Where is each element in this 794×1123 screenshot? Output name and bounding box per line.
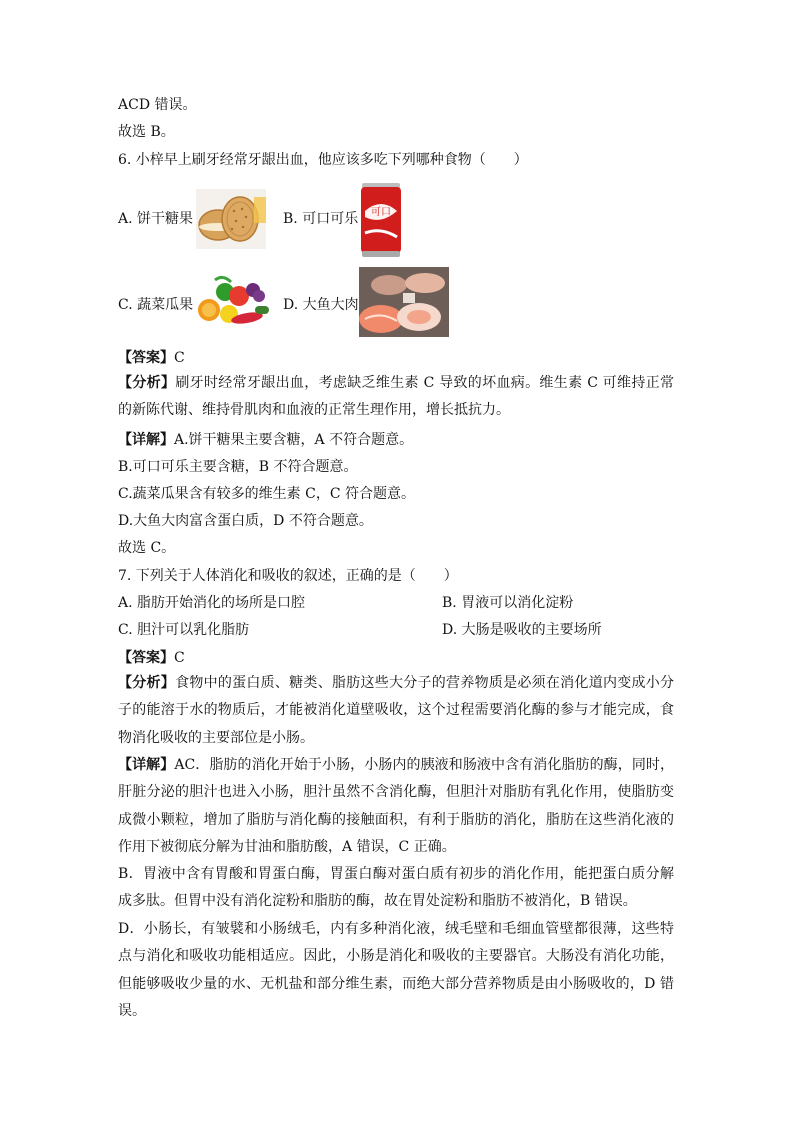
q7-option-a: A. 脂肪开始消化的场所是口腔 xyxy=(118,595,306,611)
analysis-tag: 【分析】 xyxy=(118,675,176,691)
answer-value: C xyxy=(174,350,185,366)
detail-ac-text: AC．脂肪的消化开始于小肠，小肠内的胰液和肠液中含有消化脂肪的酶，同时，肝脏分泌的胆汁也进入小肠，胆汁虽然不含消化酶，但胆汁对脂肪有乳化作用，使脂肪变成微小颗粒，增加了脂肪与消化酶的接触面积，有利于脂肪的消化，脂肪在这些消化液的作用下被彻底分解为甘油和脂肪酸，A 错误，C 正确。 xyxy=(118,757,675,855)
q7-detail-b: B．胃液中含有胃酸和胃蛋白酶，胃蛋白酶对蛋白质有初步的消化作用，能把蛋白质分解成多肽。但胃中没有消化淀粉和脂肪的酶，故在胃处淀粉和脂肪不被消化，B 错误。 xyxy=(118,866,674,910)
answer-tag: 【答案】 xyxy=(118,350,174,366)
q6-detail-c: C.蔬菜瓜果含有较多的维生素 C，C 符合题意。 xyxy=(118,486,415,502)
q6-option-d: D. 大鱼大肉 xyxy=(283,297,359,313)
q6-answer-row xyxy=(118,348,185,368)
analysis-text: 食物中的蛋白质、糖类、脂肪这些大分子的营养物质是必须在消化道内变成小分子的能溶于水的物质后，才能被消化道壁吸收，这个过程需要消化酶的参与才能完成，食物消化吸收的主要部位是小肠。 xyxy=(118,675,675,746)
q6-question: 6. 小梓早上刷牙经常牙龈出血，他应该多吃下列哪种食物（ ） xyxy=(118,152,528,168)
q6-choice: 故选 C。 xyxy=(118,540,176,556)
q6-option-b: B. 可口可乐 xyxy=(283,211,359,227)
q6-detail-b: B.可口可乐主要含糖，B 不符合题意。 xyxy=(118,459,358,475)
answer-tag: 【答案】 xyxy=(118,650,174,666)
q7-detail-ac xyxy=(118,752,674,861)
q6-detail-d: D.大鱼大肉富含蛋白质，D 不符合题意。 xyxy=(118,513,373,529)
q6-analysis xyxy=(118,370,674,425)
q7-option-c: C. 胆汁可以乳化脂肪 xyxy=(118,622,250,638)
q6-option-c: C. 蔬菜瓜果 xyxy=(118,297,194,313)
cookie-sandwich-image xyxy=(196,189,266,249)
q6-option-a: A. 饼干糖果 xyxy=(118,211,194,227)
prev-conclusion: ACD 错误。 xyxy=(118,97,197,113)
q7-option-b: B. 胃液可以消化淀粉 xyxy=(442,595,574,611)
detail-tag: 【详解】 xyxy=(118,432,174,448)
analysis-text: 刷牙时经常牙龈出血，考虑缺乏维生素 C 导致的坏血病。维生素 C 可维持正常的新陈代谢、维持骨肌肉和血液的正常生理作用，增长抵抗力。 xyxy=(118,375,674,419)
svg-text:可口: 可口 xyxy=(371,207,391,218)
q7-answer-row xyxy=(118,648,185,668)
fruits-vegetables-image xyxy=(195,270,271,332)
q7-question: 7. 下列关于人体消化和吸收的叙述，正确的是（ ） xyxy=(118,568,458,584)
detail-a-text: A.饼干糖果主要含糖，A 不符合题意。 xyxy=(174,432,414,448)
prev-choice: 故选 B。 xyxy=(118,124,175,140)
q7-option-d: D. 大肠是吸收的主要场所 xyxy=(442,622,602,638)
q6-detail-a xyxy=(118,430,413,450)
cola-can-image xyxy=(359,179,403,259)
meat-fish-image xyxy=(359,267,449,337)
analysis-tag: 【分析】 xyxy=(118,375,176,391)
detail-tag: 【详解】 xyxy=(118,757,175,773)
q7-detail-d: D．小肠长，有皱襞和小肠绒毛，内有多种消化液，绒毛壁和毛细血管壁都很薄，这些特点与消化和吸收功能相适应。因此，小肠是消化和吸收的主要器官。大肠没有消化功能，但能够吸收少量的水、无机盐和部分维生素，而绝大部分营养物质是由小肠吸收的，D 错误。 xyxy=(118,921,674,1019)
q7-analysis xyxy=(118,670,674,752)
answer-value: C xyxy=(174,650,185,666)
